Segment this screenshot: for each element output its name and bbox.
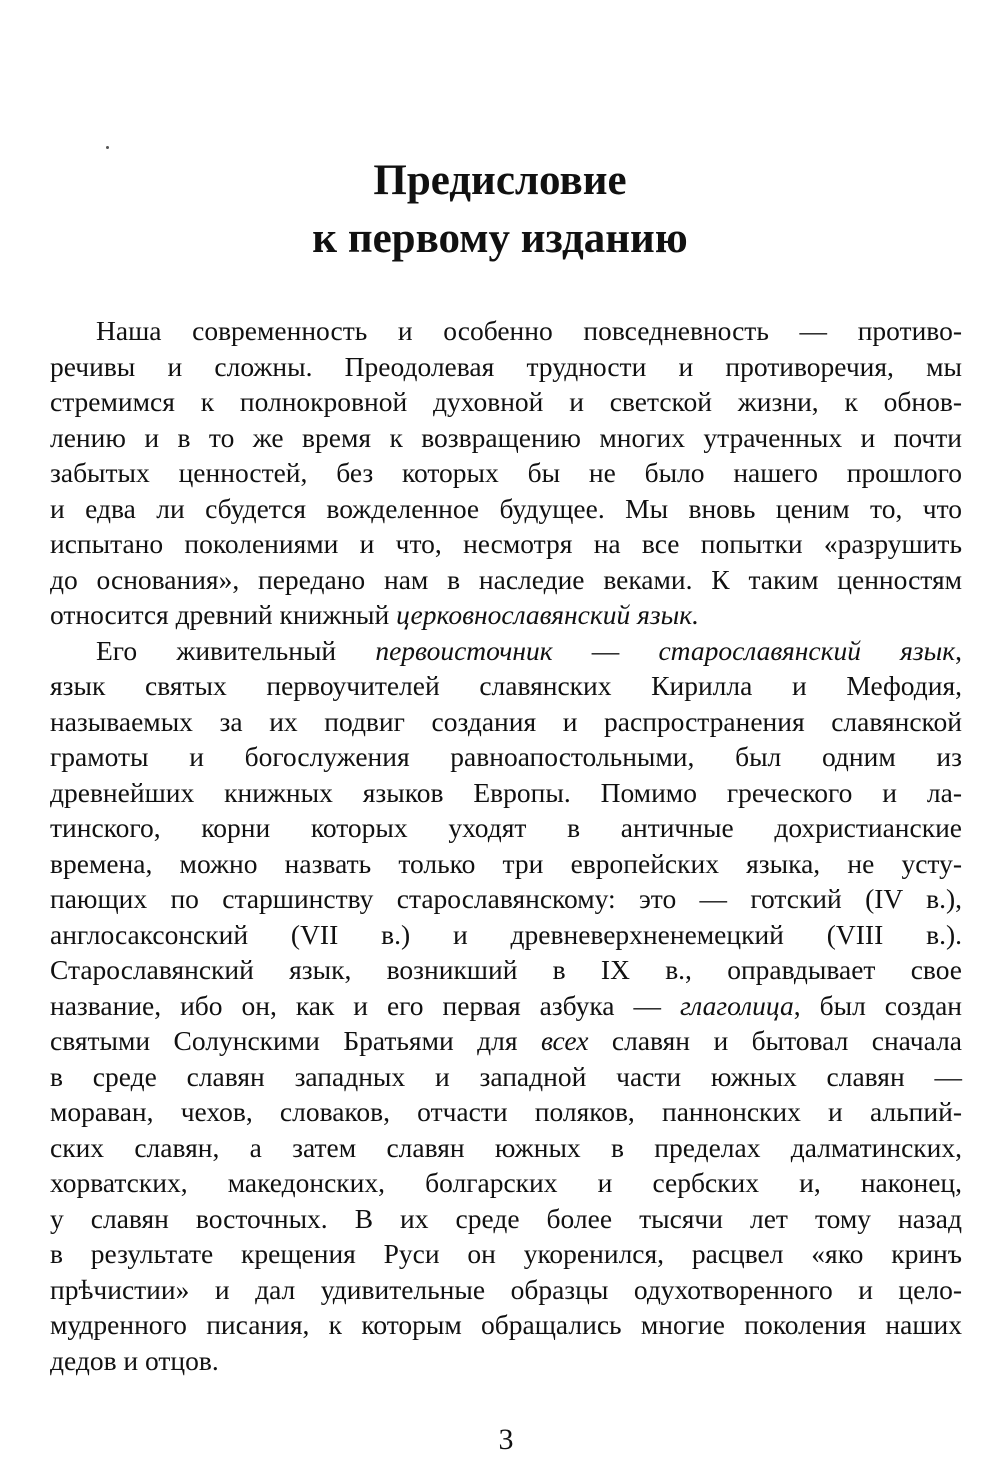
body-text [50, 313, 962, 1378]
title-line-2: к первому изданию [312, 215, 688, 262]
text-fragment: святыми Солунскими Братьями для [50, 1025, 541, 1056]
text-line: язык святых первоучителей славянских Кирилла и Мефодия, [50, 670, 962, 701]
text-line: у славян восточных. В их среде более тысячи лет тому назад [50, 1202, 962, 1234]
text-line: мораван, чехов, словаков, отчасти поляков, паннонских и альпий- [50, 1096, 962, 1127]
page-title [0, 152, 1000, 268]
text-line: испытано поколениями и что, несмотря на все попытки «разрушить [50, 528, 962, 559]
text-line: до основания», передано нам в наследие веками. К таким ценностям [50, 563, 962, 595]
text-line [50, 597, 962, 633]
text-fragment: относится древний книжный [50, 599, 397, 630]
page-number: 3 [498, 1423, 514, 1456]
text-line: лению и в то же время к возвращению многих утраченных и почти [50, 421, 962, 453]
text-line: пающих по старшинству старославянскому: это — готский (IV в.), [50, 883, 962, 914]
text-line: Старославянский язык, возникший в IX в., оправдывает свое [50, 954, 962, 985]
text-line: тинского, корни которых уходят в античные дохристианские [50, 812, 962, 843]
text-line: стремимся к полнокровной духовной и светской жизни, к обнов- [50, 386, 962, 417]
text-line: забытых ценностей, без которых бы не было нашего прошлого [50, 457, 962, 488]
scan-speck [106, 146, 109, 149]
italic-term: первоисточник [375, 634, 553, 666]
text-line: времена, можно назвать только три европейских языка, не усту- [50, 847, 962, 879]
text-fragment: славян и бытовал сначала [588, 1025, 962, 1056]
text-line: речивы и сложны. Преодолевая трудности и противоречия, мы [50, 350, 962, 382]
text-line: ских славян, а затем славян южных в пределах далматинских, [50, 1131, 962, 1163]
text-line: англосаксонский (VII в.) и древневерхненемецкий (VIII в.). [50, 918, 962, 950]
text-line [50, 1023, 962, 1059]
text-line: хорватских, македонских, болгарских и сербских и, наконец, [50, 1167, 962, 1198]
paragraph-2 [50, 633, 962, 1379]
text-line: называемых за их подвиг создания и распространения славянской [50, 705, 962, 737]
text-line: Наша современность и особенно повседневность — противо- [96, 315, 962, 346]
paragraph-1 [50, 313, 962, 633]
text-line: грамоты и богослужения равноапостольными, был одним из [50, 741, 962, 772]
text-fragment: — [552, 634, 659, 666]
text-fragment: , был создан [793, 989, 962, 1021]
text-line: древнейших книжных языков Европы. Помимо греческого и ла- [50, 776, 962, 808]
text-line: мудренного писания, к которым обращались многие поколения наших [50, 1309, 962, 1340]
text-line [50, 633, 962, 669]
text-fragment: , [955, 634, 962, 666]
text-line: и едва ли сбудется вожделенное будущее. Мы вновь ценим то, что [50, 492, 962, 524]
text-line [50, 988, 962, 1024]
text-line: в результате крещения Руси он укоренился, расцвел «яко кринъ [50, 1238, 962, 1269]
text-fragment: Его живительный [96, 634, 376, 666]
italic-term: церковнославянский язык. [396, 599, 699, 630]
italic-term: старославянский язык [658, 634, 956, 666]
text-line: прѣчистии» и дал удивительные образцы одухотворенного и цело- [50, 1273, 962, 1305]
text-line: дедов и отцов. [50, 1344, 219, 1376]
text-fragment: название, ибо он, как и его первая азбука — [50, 989, 680, 1021]
title-line-1: Предисловие [373, 157, 627, 204]
text-line: в среде славян западных и западной части южных славян — [50, 1060, 962, 1092]
italic-term: глаголица [679, 989, 794, 1021]
italic-term: всех [540, 1025, 589, 1056]
